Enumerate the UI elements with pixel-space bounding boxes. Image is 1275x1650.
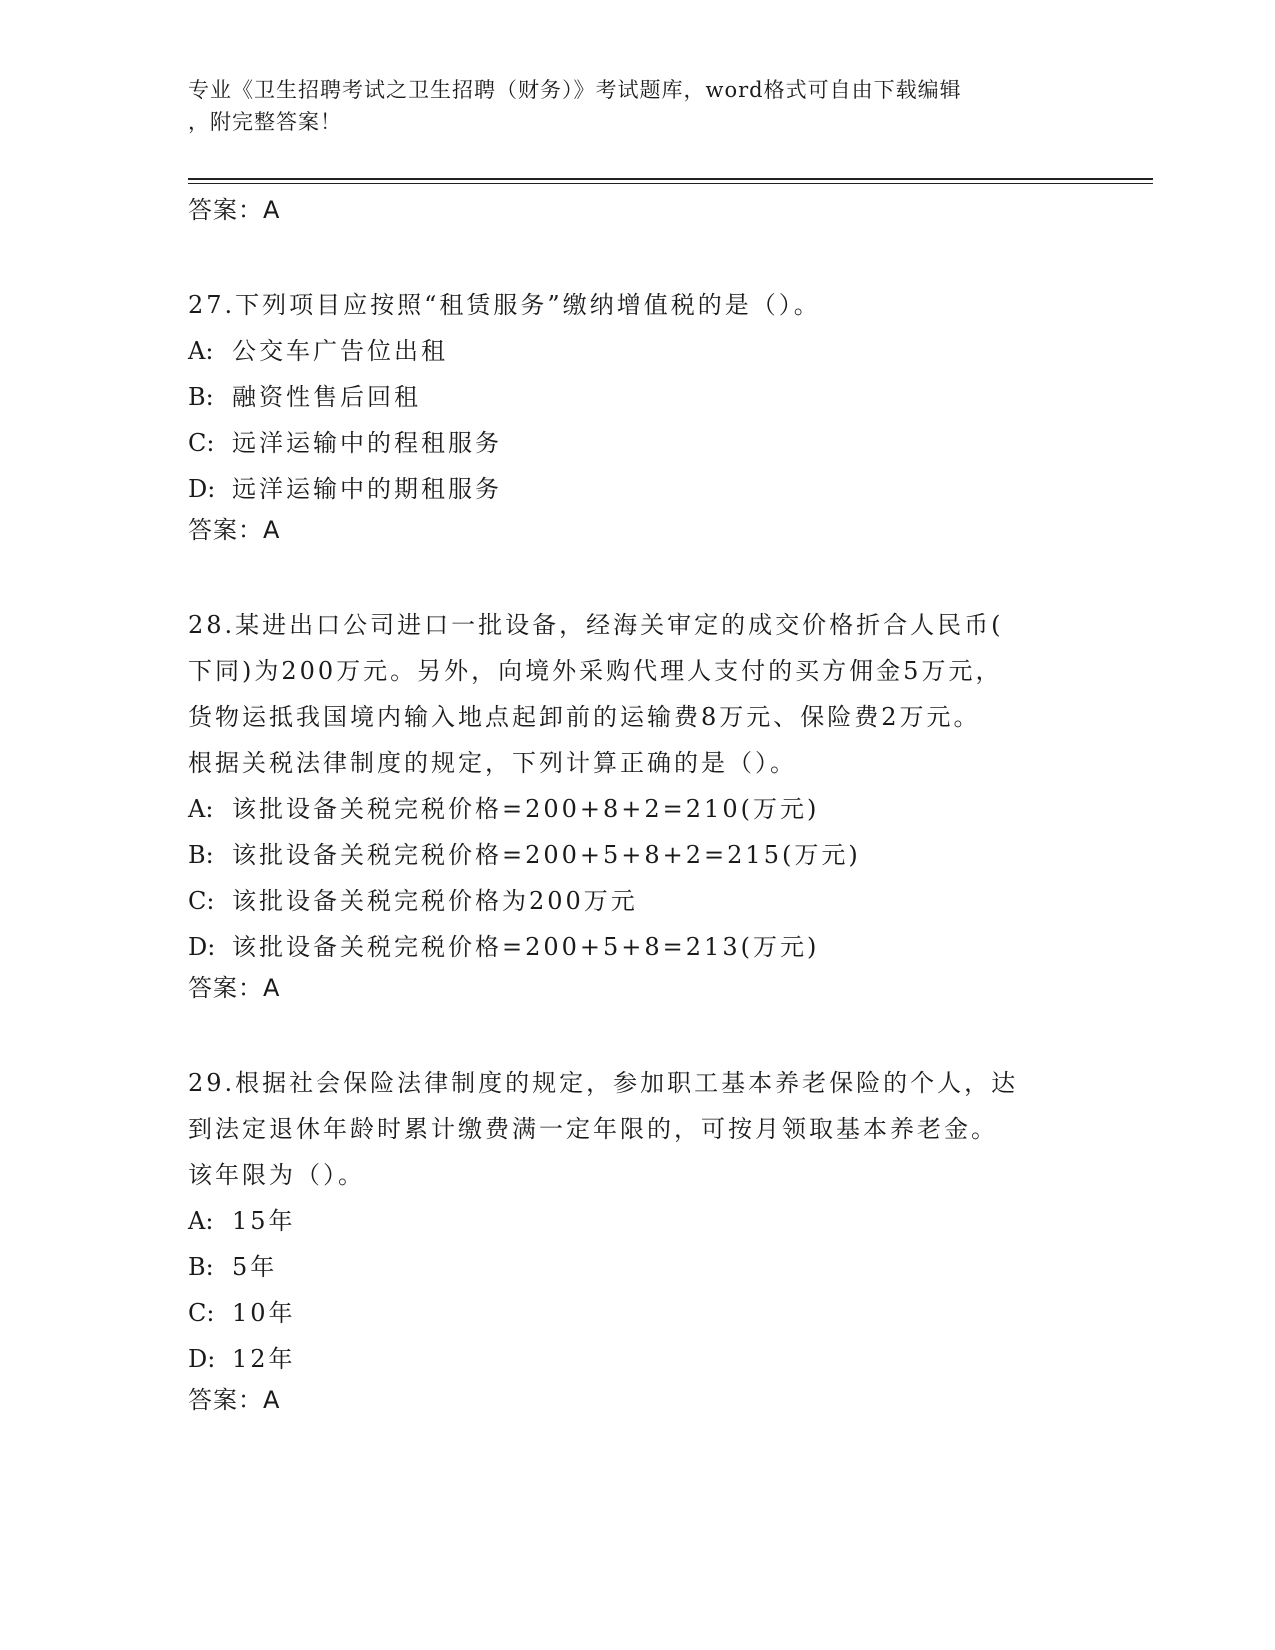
question-28 [188,602,1088,786]
question-list [188,192,1088,1418]
option-a: A: 15年 [188,1207,296,1235]
question-text-line: 该年限为（）。 [188,1161,365,1189]
answer-line: 答案：A [188,516,281,544]
question-text-line: 根据关税法律制度的规定，下列计算正确的是（）。 [188,749,797,777]
option-b: B: 融资性售后回租 [188,383,421,411]
question-text-line: 下同)为200万元。另外，向境外采购代理人支付的买方佣金5万元， [188,657,1003,685]
question-text-line: 到法定退休年龄时累计缴费满一定年限的，可按月领取基本养老金。 [188,1115,998,1143]
question-text-line: 货物运抵我国境内输入地点起卸前的运输费8万元、保险费2万元。 [188,703,981,731]
option-d: D: 远洋运输中的期租服务 [188,475,502,503]
option-b: B: 5年 [188,1253,278,1281]
header-divider-thin [188,183,1153,184]
answer-line: 答案：A [188,196,281,224]
option-b: B: 该批设备关税完税价格=200+5+8+2=215(万元) [188,841,861,869]
header-line-2: ，附完整答案！ [188,110,342,134]
answer-line: 答案：A [188,974,281,1002]
question-text-line: 29.根据社会保险法律制度的规定，参加职工基本养老保险的个人，达 [188,1069,1019,1097]
question-text: 27.下列项目应按照“租赁服务”缴纳增值税的是（）。 [188,291,821,319]
option-c: C: 远洋运输中的程租服务 [188,429,502,457]
option-d: D: 该批设备关税完税价格=200+5+8=213(万元) [188,933,820,961]
option-c: C: 该批设备关税完税价格为200万元 [188,887,638,915]
document-header [188,74,1088,138]
option-a: A: 该批设备关税完税价格=200+8+2=210(万元) [188,795,820,823]
header-divider-thick [188,178,1153,180]
question-text-line: 28.某进出口公司进口一批设备，经海关审定的成交价格折合人民币( [188,611,1004,639]
header-line-1: 专业《卫生招聘考试之卫生招聘（财务）》考试题库，word格式可自由下载编辑 [188,78,962,102]
question-27 [188,282,1088,328]
option-c: C: 10年 [188,1299,296,1327]
question-29 [188,1060,1088,1198]
option-d: D: 12年 [188,1345,296,1373]
option-a: A: 公交车广告位出租 [188,337,448,365]
answer-line: 答案：A [188,1386,281,1414]
